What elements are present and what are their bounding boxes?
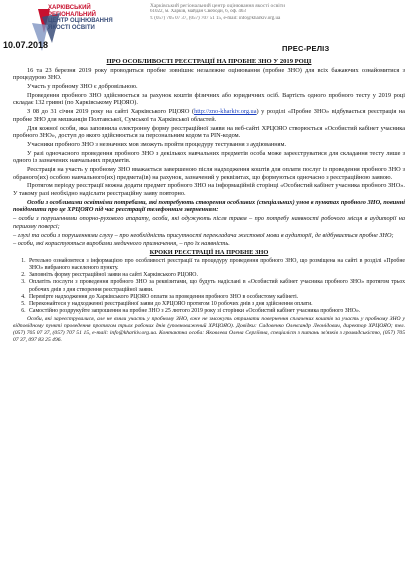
registration-steps (13, 258, 405, 316)
registration-text-pre: З 08 до 31 січня 2019 року на сайті Харківського РЦОЯО ( (27, 108, 195, 116)
organization-header (150, 3, 405, 22)
org-contacts: т. (057) 705 07 37, (057) 707 51 15, e-mail: info@kharkiv.org.ua (150, 15, 281, 21)
step-item: 1. Ретельно ознайомтеся з інформацією про особливості реєстрації та процедуру проведення пробного ЗНО, що розміщена на сайті в розділі «Пробне ЗНО» вибраного населеного пункту. (27, 258, 405, 272)
step-item: 4. Перевірте надходження до Харківського РЦОЯО оплати за проведення пробного ЗНО в особистому кабінеті. (27, 294, 405, 301)
logo-line-1: ХАРКІВСЬКИЙ (48, 5, 91, 11)
special-need-item: – особи, які користуються виробами медичного призначення, – про їх наявність. (13, 240, 230, 248)
document-type: ПРЕС-РЕЛІЗ (282, 44, 330, 53)
document-title: ПРО ОСОБЛИВОСТІ РЕЄСТРАЦІЇ НА ПРОБНЕ ЗНО У 2019 РОЦІ (106, 58, 312, 65)
logo-line-2: РЕГІОНАЛЬНИЙ (48, 11, 96, 18)
paragraph-cost: Проведення пробного ЗНО здійснюється за рахунок коштів фізичних або юридичних осіб. Вартість одного пробного тесту у 2019 році складає 132 гривні (по Харківському РЦОЯО). (13, 91, 405, 107)
org-address: 61022, м. Харків, майдан Свободи, 6, оф. 463 (150, 9, 246, 15)
step-item: 6. Самостійно роздрукуйте запрошення на пробне ЗНО з 25 лютого 2019 року зі сторінки «Особистий кабінет учасника пробного ЗНО». (27, 308, 405, 315)
paragraph-dates: 16 та 23 березня 2019 року проводиться пробне зовнішнє незалежне оцінювання (пробне ЗНО) для всіх бажаючих ознайомитися з процедурою ЗНО. (13, 66, 405, 82)
step-item: 3. Оплатіть послуги з проведення пробного ЗНО за реквізитами, що будуть надіслані в «Особистий кабінет учасника пробного ЗНО» протягом трьох робочих днів з дня створення реєстраційної заяви. (27, 279, 405, 293)
paragraph-personal-cabinet: Для кожної особи, яка заповнила електронну форму реєстраційної заяви на веб-сайті ХРЦОЯО створюється «Особистий кабінет учасника пробного ЗНО», доступ до якого здійснюється за персональним кодом та PIN-кодом. (13, 124, 405, 140)
document-body (13, 58, 405, 344)
paragraph-one-subject: У разі одночасного проведення пробного ЗНО з декількох навчальних предметів особа може зареєструватися для складання тесту лише з одного із зазначених навчальних предметів. (13, 149, 405, 165)
paragraph-registration-period (13, 108, 405, 123)
registration-text-post: ) у розділі «Пробне ЗНО» відбувається реєстрація на пробне ЗНО для мешканців Полтавської, Сумської та Харківської областей. (13, 108, 405, 123)
logo-caption (48, 5, 134, 31)
paragraph-add-subject: Протягом періоду реєстрації можна додати предмет пробного ЗНО на інформаційній сторінці «Особистий кабінет учасника пробного ЗНО». У такому разі необхідно надіслати реєстраційну заяву повторно. (13, 182, 405, 197)
logo-line-4: ЯКОСТІ ОСВІТИ (48, 24, 95, 31)
registration-site-link[interactable]: http://zno-kharkiv.org.ua (194, 108, 257, 116)
release-date: 10.07.2018 (3, 40, 49, 50)
org-name: Харківський регіональний центр оцінювання якості освіти (150, 3, 286, 9)
logo-line-3: ЦЕНТР ОЦІНЮВАННЯ (48, 18, 113, 24)
footer-note: Особи, які зареєструвалися, але не взяли участь у пробному ЗНО, вже не зможуть отримати повернення сплачених коштів за участь у пробному ЗНО у відповідному пункті проведення протягом трьох робочих днів (уповноважений ХРЦОЯО). Довідки: Садовенко Олександр Леонідович, директор ХРЦОЯО; тел. (057) 705 07 37, (057) 707 51 15, e-mail: info@kharkiv.org.ua. Контактна особа: Яковлева Олена Сергіївна, спеціаліст з питань зв'язків з громадськістю, (057) 705 07 37, 097 83 25 496. (13, 316, 405, 344)
steps-title: КРОКИ РЕЄСТРАЦІЇ НА ПРОБНЕ ЗНО (149, 249, 269, 257)
paragraph-foreign-languages: Учасники пробного ЗНО з незначних мов зможуть пройти процедуру тестування з аудіюванням. (27, 140, 287, 148)
paragraph-payment: Реєстрація на участь у пробному ЗНО вважається завершеною після надходження коштів для оплати послуг із проведення пробного ЗНО з обраного(их) особою навчального(их) предмета(ів) на рахунок, зазначений у реквізитах, що формуються одночасно з реєстраційною заявою. (13, 166, 405, 181)
paragraph-voluntary: Участь у пробному ЗНО є добровільною. (27, 82, 138, 90)
step-item: 2. Заповніть форму реєстраційної заяви на сайті Харківського РЦОЯО. (27, 272, 405, 279)
step-item: 5. Переконайтеся у надходженні реєстраційної заяви до ХРЦОЯО протягом 10 робочих днів з дня здійснення оплати. (27, 301, 405, 308)
special-need-item: – особи з порушеннями опорно-рухового апарату, особи, які одужують після травм – про потребу наявності робочого місця в аудиторії на першому поверсі; (13, 215, 405, 230)
special-need-item: – глухі та особи з порушеннями слуху – про необхідність присутності перекладача жестової мови в аудиторії, де відбувається пробне ЗНО; (13, 231, 394, 239)
paragraph-special-needs: Особи з особливими освітніми потребами, які потребують створення особливих (спеціальних) умов в пунктах пробного ЗНО, повинні повідомити про це ХРЦОЯО під час реєстрації телефонним зверненням: (13, 198, 405, 214)
